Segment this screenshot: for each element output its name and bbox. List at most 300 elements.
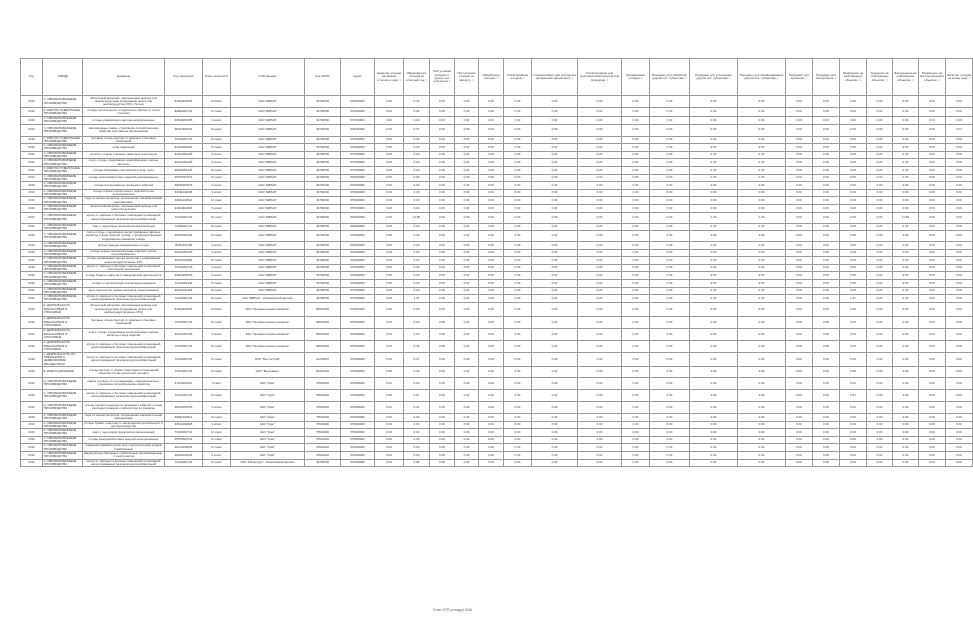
cell-value: 0.00 [430,316,455,328]
cell-okved: К. ДЕЯТЕЛЬНОСТЬ ФИНАНСОВАЯ И СТРАХОВАЯ [43,302,83,316]
cell-hazard-class: IV класс [203,459,231,467]
cell-value: 0.00 [532,316,578,328]
cell-value: 0.00 [738,436,786,444]
cell-okved: C. ОБРАБАТЫВАЮЩИЕ ПРОИЗВОДСТВА [43,144,83,152]
cell-value: 0.00 [622,257,650,265]
cell-value: 0.00 [690,389,738,401]
cell-value: 0.00 [893,366,919,377]
cell-value: 0.00 [504,182,532,190]
cell-value: 0.00 [738,401,786,413]
cell-okved: C. ОБРАБАТЫВАЮЩИЕ ПРОИЗВОДСТВА [43,151,83,159]
cell-value: 0.00 [919,459,946,467]
cell-value: 0.00 [455,242,479,250]
cell-value: 0.00 [622,401,650,413]
cell-value: 0.00 [867,340,893,352]
cell-waste-name: бытовые отходы (мусор) от офисных и бытовых помещений [83,136,165,144]
cell-value: 0.00 [430,174,455,182]
cell-value: 0.00 [813,421,840,429]
cell-okved: C. ОБРАБАТЫВАЮЩИЕ ПРОИЗВОДСТВА [43,204,83,212]
cell-value: 0.00 [946,279,973,287]
cell-code: 46101001205 [165,159,203,167]
cell-value: 0.00 [650,377,690,389]
cell-value: 0.00 [532,444,578,452]
cell-value: 0.00 [946,302,973,316]
cell-waste-name: мусор от офисных и бытовых помещений организаций несортированный (исключая крупногабаритный) [83,212,165,223]
cell-value: 0.00 [690,295,738,303]
cell-value: 0.00 [375,223,404,231]
cell-okved: C. ОБРАБАТЫВАЮЩИЕ ПРОИЗВОДСТВА [43,174,83,182]
cell-value: 0.00 [946,295,973,303]
cell-value: 0.00 [893,204,919,212]
cell-value: 0.00 [532,328,578,340]
cell-okved: C. ОБРАБАТЫВАЮЩИЕ ПРОИЗВОДСТВА [43,287,83,295]
cell-value: 0.00 [690,377,738,389]
cell-value: 0.00 [786,249,813,257]
cell-value: 0.00 [946,144,973,152]
cell-value: 0.00 [650,340,690,352]
cell-owner: ОАО "Водоканал" [231,366,305,377]
cell-address: 570000000 [341,197,375,205]
cell-value: 0.00 [867,451,893,459]
cell-hazard-class: V класс [203,189,231,197]
cell-code: 91920402604 [165,96,203,108]
cell-owner: ОАО "ЕВРАЗ" [231,96,305,108]
cell-value: 0.00 [840,96,867,108]
cell-value: 0.00 [479,108,504,117]
cell-value: 0.00 [479,389,504,401]
cell-value: 0.00 [893,389,919,401]
cell-value: 0.00 [738,352,786,366]
cell-value: 0.00 [578,389,622,401]
cell-code: 45570000714 [165,174,203,182]
cell-okved: C. ОБРАБАТЫВАЮЩИЕ ПРОИЗВОДСТВА [43,249,83,257]
cell-value: 0.00 [622,279,650,287]
cell-value: 0.00 [893,444,919,452]
cell-value: 0.00 [455,316,479,328]
cell-value: 0.00 [893,413,919,421]
cell-waste-name: шлак сварочный [83,144,165,152]
cell-value: 0.00 [893,352,919,366]
cell-value: 0.00 [650,316,690,328]
cell-value: 1.37 [404,295,430,303]
cell-value: 0.00 [893,272,919,280]
cell-value: 0.00 [375,197,404,205]
cell-value: 0.00 [578,182,622,190]
cell-value: 0.00 [650,272,690,280]
cell-address: 620026000 [341,124,375,136]
cell-code: 72210001394 [165,279,203,287]
cell-value: 0.00 [622,302,650,316]
cell-value: 0.00 [840,159,867,167]
cell-value: 0.00 [504,124,532,136]
cell-value: 0.00 [867,204,893,212]
cell-value: 0.00 [650,159,690,167]
cell-value: 0.00 [919,174,946,182]
cell-value: 0.00 [479,204,504,212]
cell-value: 0.00 [840,287,867,295]
cell-value: 0.00 [622,174,650,182]
cell-value: 0.00 [479,257,504,265]
cell-value: 0.00 [622,108,650,117]
cell-value: 0.00 [786,117,813,125]
cell-value: 0.00 [375,204,404,212]
cell-value: 0.00 [532,451,578,459]
cell-value: 0.00 [946,413,973,421]
cell-waste-name: отходы пленки полиэтилена и изделий из нее незагрязненные [83,189,165,197]
cell-value: 0.00 [479,295,504,303]
cell-value: 0.00 [690,459,738,467]
cell-value: 0.00 [840,328,867,340]
column-header: Передано для обработки другим хоз. субъектам, т [650,59,690,96]
cell-code: 46811202514 [165,413,203,421]
cell-value: 0.00 [650,413,690,421]
cell-owner: ОАО "ЕВРАЗ" [231,136,305,144]
cell-value: 0.00 [479,366,504,377]
cell-value: 0.00 [430,204,455,212]
cell-owner: ОАО "ЕВРАЗ" [231,257,305,265]
cell-value: 0.00 [504,144,532,152]
cell-value: 0.00 [504,389,532,401]
cell-value: 0.00 [840,124,867,136]
cell-value: 0.00 [893,302,919,316]
cell-value: 0.00 [430,429,455,437]
cell-year: 2016 [21,151,43,159]
cell-value: 0.00 [946,249,973,257]
cell-value: 0.00 [578,272,622,280]
cell-value: 0.00 [650,182,690,190]
cell-value: 0.00 [479,328,504,340]
cell-waste-name: лом и отходы, содержащие незагрязненные черные металлы [83,159,165,167]
cell-value: 0.00 [650,328,690,340]
cell-value: 0.00 [479,340,504,352]
cell-value: 0.00 [786,401,813,413]
cell-value: 0.00 [430,272,455,280]
cell-value: 0.00 [946,174,973,182]
cell-address: 570000000 [341,136,375,144]
cell-value: 0.00 [532,413,578,421]
cell-value: 0.00 [479,272,504,280]
cell-value: 0.00 [504,136,532,144]
cell-address: 570000000 [341,264,375,272]
cell-value: 0.00 [867,257,893,265]
cell-owner: ОАО "ЕВРАЗ" [231,264,305,272]
cell-value: 0.00 [946,272,973,280]
cell-value: 0.00 [479,197,504,205]
cell-value: 0.00 [578,421,622,429]
cell-code: 48230201525 [165,401,203,413]
cell-owner: ЗАО "Урал" [231,444,305,452]
column-header: Обработано отходов, т [479,59,504,96]
cell-value: 0.00 [919,249,946,257]
cell-value: 0.00 [404,257,430,265]
cell-value: 0.00 [622,413,650,421]
cell-value: 0.00 [578,197,622,205]
cell-value: 0.00 [404,182,430,190]
cell-value: 0.00 [375,401,404,413]
cell-value: 0.00 [893,340,919,352]
cell-value: 0.00 [738,174,786,182]
table-row [21,166,973,174]
cell-value: 0.00 [578,223,622,231]
cell-value: 0.00 [578,340,622,352]
cell-okpo: 34766000 [305,182,341,190]
cell-value: 0.00 [375,151,404,159]
cell-value: 0.00 [578,151,622,159]
cell-value: 0.00 [504,159,532,167]
cell-okpo: 34766000 [305,144,341,152]
cell-okved: C. ОБРАБАТЫВАЮЩИЕ ПРОИЗВОДСТВА [43,264,83,272]
table-row [21,287,973,295]
cell-value: 0.00 [690,287,738,295]
table-row [21,223,973,231]
cell-hazard-class: IV класс [203,389,231,401]
cell-okpo: 34766000 [305,96,341,108]
cell-value: 0.00 [578,328,622,340]
cell-waste-name: прочие твердые минеральные отходы [83,242,165,250]
cell-value: 11.80 [404,212,430,223]
cell-value: 0.00 [690,144,738,152]
cell-value: 0.00 [786,316,813,328]
cell-code: 73310001724 [165,389,203,401]
cell-value: 0.01 [946,124,973,136]
cell-owner: ОАО "Металлург" - Березовский филиал [231,459,305,467]
cell-value: 0.00 [430,144,455,152]
cell-value: 0.00 [455,459,479,467]
cell-value: 0.00 [690,451,738,459]
cell-value: 0.00 [893,124,919,136]
cell-value: 0.00 [840,272,867,280]
cell-hazard-class: V класс [203,182,231,190]
cell-value: 0.00 [786,136,813,144]
cell-value: 0.00 [479,264,504,272]
cell-value: 0.00 [504,444,532,452]
cell-value: 0.00 [578,436,622,444]
cell-value: 0.00 [479,279,504,287]
cell-value: 0.00 [738,389,786,401]
cell-value: 0.00 [578,401,622,413]
table-row [21,413,973,421]
cell-value: 0.00 [786,302,813,316]
cell-year: 2016 [21,459,43,467]
cell-value: 0.00 [786,421,813,429]
cell-value: 0.00 [946,204,973,212]
cell-value: 0.00 [455,272,479,280]
cell-value: 0.00 [893,144,919,152]
cell-value: 0.00 [375,316,404,328]
cell-value: 0.00 [578,231,622,242]
cell-value: 0.00 [375,124,404,136]
cell-value: 0.00 [504,436,532,444]
cell-okpo: 34766000 [305,136,341,144]
cell-value: 0.00 [404,242,430,250]
cell-value: 0.00 [532,287,578,295]
cell-value: 0.00 [504,340,532,352]
cell-value: 0.00 [813,182,840,190]
cell-year: 2016 [21,429,43,437]
table-row [21,264,973,272]
cell-value: 0.00 [430,389,455,401]
cell-value: 0.00 [738,223,786,231]
cell-value: 0.00 [650,117,690,125]
cell-value: 0.00 [650,295,690,303]
cell-waste-name: светодиодные лампы, утратившие потребительские свойства (при замене светильников) [83,124,165,136]
table-row [21,257,973,265]
cell-okved: C. ОБРАБАТЫВАЮЩИЕ ПРОИЗВОДСТВА [43,459,83,467]
cell-code: 45570000714 [165,436,203,444]
cell-value: 0.00 [430,295,455,303]
waste-report-table [20,58,973,467]
cell-value: 0.00 [479,231,504,242]
cell-value: 0.00 [893,151,919,159]
cell-okved: C. ОБРАБАТЫВАЮЩИЕ ПРОИЗВОДСТВА [43,182,83,190]
cell-value: 0.00 [786,444,813,452]
cell-hazard-class: IV класс [203,223,231,231]
cell-value: 0.00 [813,287,840,295]
cell-value: 0.00 [375,231,404,242]
cell-code: 92011001532 [165,451,203,459]
column-header: Поступление отходов по импорту, т [455,59,479,96]
cell-value: 0.00 [867,436,893,444]
cell-value: 0.00 [455,352,479,366]
cell-value: 0.00 [840,166,867,174]
cell-code: 43411002295 [165,189,203,197]
cell-value: 0.00 [893,328,919,340]
cell-owner: ОАО "ЕВРАЗ" [231,174,305,182]
cell-value: 0.00 [504,257,532,265]
cell-okved: C. ОБРАБАТЫВАЮЩИЕ ПРОИЗВОДСТВА [43,159,83,167]
cell-value: 0.00 [946,159,973,167]
cell-value: 0.00 [532,421,578,429]
column-header: Собственник [231,59,305,96]
cell-hazard-class: V класс [203,401,231,413]
cell-value: 0.00 [532,436,578,444]
cell-code: 92113002504 [165,444,203,452]
cell-value: 0.00 [893,377,919,389]
cell-value: 0.00 [455,108,479,117]
cell-value: 0.00 [738,459,786,467]
cell-value: 0.00 [893,436,919,444]
cell-value: 0.00 [813,242,840,250]
cell-value: 0.00 [622,242,650,250]
cell-value: 0.00 [504,117,532,125]
cell-okved: C. ОБРАБАТЫВАЮЩИЕ ПРОИЗВОДСТВА [43,96,83,108]
cell-value: 0.00 [738,124,786,136]
cell-value: 0.00 [479,451,504,459]
cell-owner: ОАО "ЕВРАЗ" [231,223,305,231]
cell-code: 46101001205 [165,249,203,257]
cell-year: 2016 [21,295,43,303]
cell-value: 0.00 [622,328,650,340]
cell-year: 2016 [21,108,43,117]
column-header: Наличие отходов на конец года, т [946,59,973,96]
column-header: Хранение на собственных объектах, т [867,59,893,96]
cell-value: 0.00 [479,421,504,429]
cell-value: 0.00 [840,421,867,429]
table-row [21,302,973,316]
cell-value: 0.00 [622,204,650,212]
cell-value: 0.00 [840,189,867,197]
cell-value: 0.00 [893,429,919,437]
cell-value: 0.00 [650,223,690,231]
cell-value: 0.00 [430,279,455,287]
cell-value: 0.00 [867,182,893,190]
cell-value: 0.00 [479,136,504,144]
cell-value: 0.00 [504,295,532,303]
cell-value: 0.00 [479,459,504,467]
cell-value: 0.00 [532,401,578,413]
table-row [21,174,973,182]
cell-year: 2016 [21,124,43,136]
cell-value: 0.00 [404,264,430,272]
cell-value: 0.00 [813,117,840,125]
cell-value: 0.00 [455,389,479,401]
cell-value: 0.00 [690,96,738,108]
cell-address: 570000000 [341,204,375,212]
cell-okpo: 34766000 [305,204,341,212]
cell-okpo: 34766000 [305,287,341,295]
cell-value: 0.00 [650,287,690,295]
cell-value: 0.00 [786,159,813,167]
cell-value: 0.00 [430,264,455,272]
cell-value: 0.00 [375,377,404,389]
cell-value: 0.00 [375,459,404,467]
cell-value: 0.00 [504,377,532,389]
cell-value: 0.00 [919,287,946,295]
cell-code: 46101001205 [165,328,203,340]
cell-address: 570000000 [341,352,375,366]
cell-year: 2016 [21,159,43,167]
cell-value: 0.00 [578,287,622,295]
column-header: Название [83,59,165,96]
cell-value: 0.00 [690,151,738,159]
cell-value: 0.00 [946,182,973,190]
cell-value: 0.00 [404,366,430,377]
cell-value: 0.00 [813,459,840,467]
cell-value: 0.00 [738,413,786,421]
column-header: Передано для обезвреживания другим хоз. субъектам, т [738,59,786,96]
cell-year: 2016 [21,189,43,197]
cell-value: 0.00 [622,366,650,377]
cell-hazard-class: IV класс [203,413,231,421]
table-row [21,212,973,223]
cell-okpo: 56622000 [305,302,341,316]
cell-waste-name: отходы бумаги и картона от канцелярской деятельности и делопроизводства [84,420,163,428]
cell-value: 0.00 [504,242,532,250]
cell-owner: ЗАО "Урал" [231,436,305,444]
cell-value: 0.00 [430,182,455,190]
cell-value: 0.00 [504,401,532,413]
cell-value: 0.00 [867,144,893,152]
cell-value: 0.00 [867,389,893,401]
cell-value: 0.00 [404,231,430,242]
cell-value: 0.00 [479,401,504,413]
cell-value: 0.00 [375,352,404,366]
cell-value: 0.00 [479,316,504,328]
cell-value: 0.00 [455,182,479,190]
cell-value: 0.00 [622,96,650,108]
cell-address: 620026000 [341,96,375,108]
cell-hazard-class: V класс [203,328,231,340]
table-row [21,124,973,136]
cell-value: 0.00 [430,366,455,377]
cell-value: 0.00 [738,444,786,452]
table-row [21,421,973,429]
column-header: Код продукции [165,59,203,96]
cell-value: 0.00 [622,295,650,303]
cell-value: 0.00 [578,444,622,452]
column-header: Утилизировано для повторного применения (рециклинг), т [532,59,578,96]
cell-value: 0.00 [946,429,973,437]
